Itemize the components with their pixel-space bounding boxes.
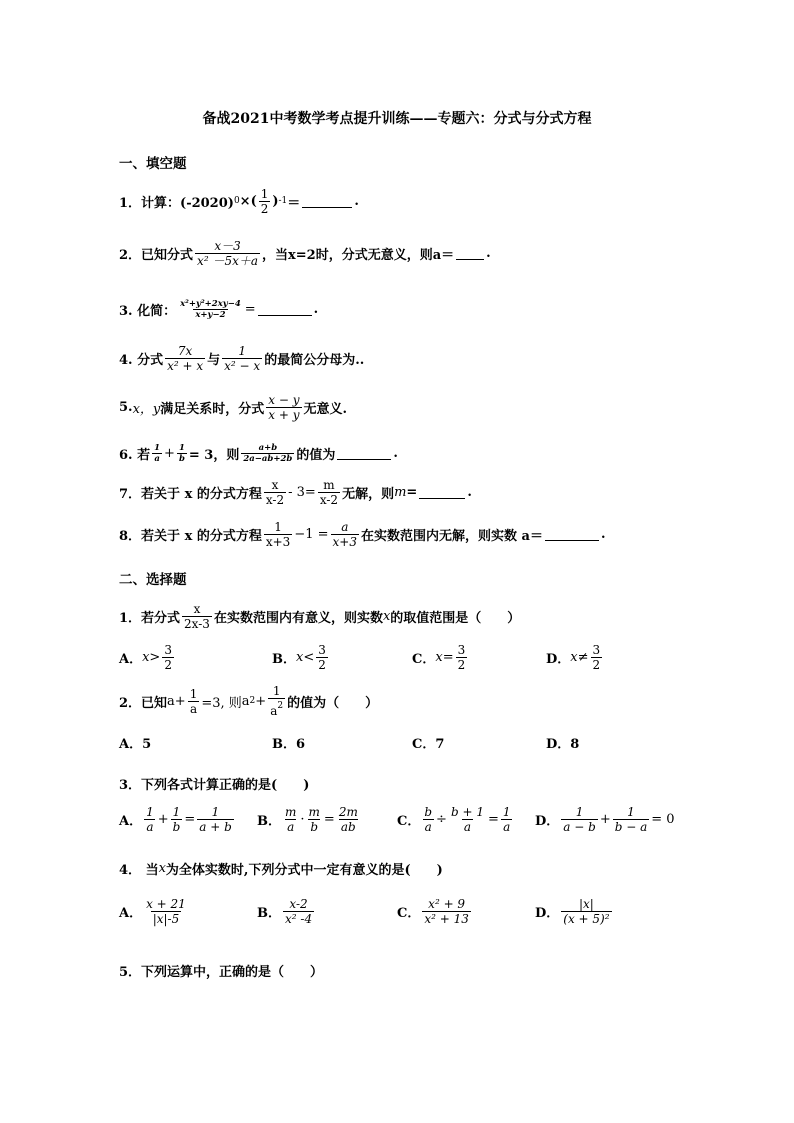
q6-answer-blank: [337, 447, 391, 460]
fill-question-8: [119, 514, 605, 554]
cq4-option-c[interactable]: C． $\frac{\text{x² + 9}}{\text{x² + 13}}$: [397, 897, 469, 926]
cq5-text: 5．下列运算中，正确的是（ ）: [119, 964, 324, 980]
q4-fraction-2: $\frac{1}{\text{x² − x}}$: [224, 343, 261, 373]
choice-question-3: [119, 763, 309, 803]
q3-fraction: $\frac{\text{x²+y²+2xy−4}}{x+y-2}$: [180, 298, 241, 320]
cq1-text: 1．若分式: [119, 610, 181, 626]
cq2-plus: +: [255, 693, 267, 709]
q1-exponent-0: 0: [233, 196, 240, 206]
cq2-option-d[interactable]: D．8: [546, 737, 580, 752]
cq2-prompt: 的值为（ ）: [287, 695, 379, 711]
q8-minus: −1 =: [294, 526, 329, 542]
q7-text: 7．若关于 x 的分式方程: [119, 486, 262, 502]
cq2-option-c[interactable]: C．7: [412, 737, 445, 752]
q1-fraction: $\frac{1}{2}$: [260, 186, 269, 216]
q7-end: .: [467, 484, 472, 500]
cq2-square: 2: [249, 696, 256, 706]
q5-number: 5.: [119, 399, 133, 415]
q2-text: 2．已知分式: [119, 247, 194, 263]
cq3-text: 3．下列各式计算正确的是( ): [119, 777, 310, 793]
q6-fraction-3: $\frac{a+b}{2a-ab+2b}$: [243, 442, 293, 464]
cq1-option-b[interactable]: B． x< $\frac{3}{2}$: [272, 643, 326, 672]
cq2-option-a[interactable]: A．5: [119, 737, 152, 752]
fill-question-3: [119, 289, 318, 329]
q2-condition: ，当x=2时，分式无意义，则a＝: [262, 247, 455, 263]
choice-question-4: [119, 848, 443, 888]
q7-fraction-2: $\frac{m}{x-2}$: [319, 477, 339, 507]
q4-prompt: 的最简公分母为..: [264, 352, 365, 368]
page-title: 备战2021中考数学考点提升训练——专题六：分式与分式方程: [202, 111, 592, 127]
cq3-option-d[interactable]: D． $\frac{1}{a - b}$ + $\frac{1}{b - a}$ = 0: [535, 805, 675, 834]
cq4-option-a[interactable]: A． $\frac{x + 21}{|x|-5}$: [119, 897, 186, 926]
q7-minus: - 3=: [288, 484, 316, 500]
cq2-equals: =3, 则: [201, 695, 242, 711]
cq1-option-c[interactable]: C． x= $\frac{3}{2}$: [412, 643, 466, 672]
q7-fraction-1: $\frac{x}{x-2}$: [265, 477, 285, 507]
cq1-option-d[interactable]: D． x≠ $\frac{3}{2}$: [546, 643, 601, 672]
fill-question-2: [119, 233, 491, 273]
cq4-prompt: 为全体实数时,下列分式中一定有意义的是( ): [165, 862, 443, 878]
q5-variables: x，y: [132, 401, 161, 417]
q1-text: 1．计算：(-2020): [119, 195, 234, 211]
q3-end: .: [313, 301, 319, 317]
q5-end: 无意义.: [303, 401, 348, 417]
q6-plus: +: [164, 445, 175, 461]
q1-close: ): [272, 193, 279, 209]
fill-question-7: [119, 472, 472, 512]
q1-equals: ＝: [287, 195, 301, 211]
choice-question-1: [119, 596, 520, 636]
q5-text: 满足关系时，分式: [160, 401, 265, 417]
cq2-text: 2．已知: [119, 695, 168, 711]
q4-and: 与: [207, 352, 221, 368]
q1-end: .: [354, 193, 359, 209]
q1-exponent-neg1: -1: [278, 196, 288, 206]
q2-fraction: $\frac{x-3}{\text{x² －5x＋a}}$: [197, 238, 258, 268]
q7-answer-blank: [419, 486, 465, 499]
cq3-option-a[interactable]: A． $\frac{1}{a}$ + $\frac{1}{b}$ = $\frac{1}{a + b}$: [119, 805, 232, 834]
q8-fraction-2: $\frac{a}{x+3}$: [332, 519, 357, 549]
q7-equals: =: [406, 484, 418, 500]
cq2-fraction-1: $\frac{1}{a}$: [189, 686, 198, 716]
cq1-prompt: 在实数范围内有意义，则实数: [213, 610, 383, 626]
q7-variable: m: [394, 484, 407, 500]
q8-end: .: [600, 526, 606, 542]
q6-text: 6. 若: [119, 447, 151, 463]
q2-end: .: [486, 245, 491, 261]
q6-equals: = 3，则: [188, 447, 240, 463]
q3-text: 3. 化简：: [119, 303, 177, 319]
q1-answer-blank: [302, 195, 352, 208]
fill-question-4: [119, 338, 364, 378]
q4-text: 4. 分式: [119, 352, 164, 368]
section-choice-heading: 二、选择题: [119, 572, 187, 588]
cq4-option-b[interactable]: B． $\frac{x-2}{\text{x² -4}}$: [257, 897, 313, 926]
q8-fraction-1: $\frac{1}{x+3}$: [265, 519, 291, 549]
cq2-option-b[interactable]: B．6: [272, 737, 306, 752]
q6-prompt: 的值为: [296, 447, 336, 463]
q8-text: 8．若关于 x 的分式方程: [119, 528, 262, 544]
cq1-variable: x: [382, 608, 391, 624]
cq4-variable: x: [158, 860, 166, 876]
q3-equals: =: [244, 301, 256, 317]
q8-answer-blank: [545, 528, 599, 541]
choice-question-2: [119, 681, 378, 721]
q2-answer-blank: [456, 247, 484, 260]
cq1-option-a[interactable]: A． x> $\frac{3}{2}$: [119, 643, 172, 672]
cq2-a: a+: [167, 693, 186, 709]
cq2-a2: a: [241, 693, 250, 709]
q3-answer-blank: [258, 303, 312, 316]
cq3-option-c[interactable]: C． $\frac{b}{a}$ ÷ $\frac{b + 1}{a}$ = $\frac{1}{a}$: [397, 805, 511, 834]
q8-prompt: 在实数范围内无解，则实数 a＝: [361, 528, 543, 544]
fill-question-6: [119, 433, 398, 473]
choice-question-5: [119, 950, 323, 990]
cq1-fraction: $\frac{x}{2x-3}$: [184, 601, 210, 631]
cq3-option-b[interactable]: B． $\frac{m}{a}$ · $\frac{m}{b}$ = $\frac{2m}{ab}$: [257, 805, 358, 834]
q5-fraction: $\frac{x - y}{x + y}$: [268, 392, 300, 422]
fill-question-1: [119, 181, 359, 221]
cq4-option-d[interactable]: D． $\frac{|x|}{\text{(x + 5)²}}$: [535, 897, 610, 926]
cq4-text: 4． 当: [119, 862, 159, 878]
cq1-prompt-end: 的取值范围是（ ）: [390, 610, 521, 626]
q7-prompt: 无解，则: [342, 486, 395, 502]
q6-end: .: [393, 445, 398, 461]
q6-fraction-1: $\frac{1}{a}$: [154, 442, 161, 464]
cq2-fraction-2: $\frac{1}{a^2}$: [270, 684, 284, 718]
fill-question-5: [119, 387, 347, 427]
section-fill-heading: 一、填空题: [119, 156, 187, 172]
q6-fraction-2: $\frac{1}{b}$: [178, 442, 185, 464]
q4-fraction-1: $\frac{7x}{\text{x² + x}}$: [167, 343, 204, 373]
q1-times: ×(: [239, 193, 257, 209]
